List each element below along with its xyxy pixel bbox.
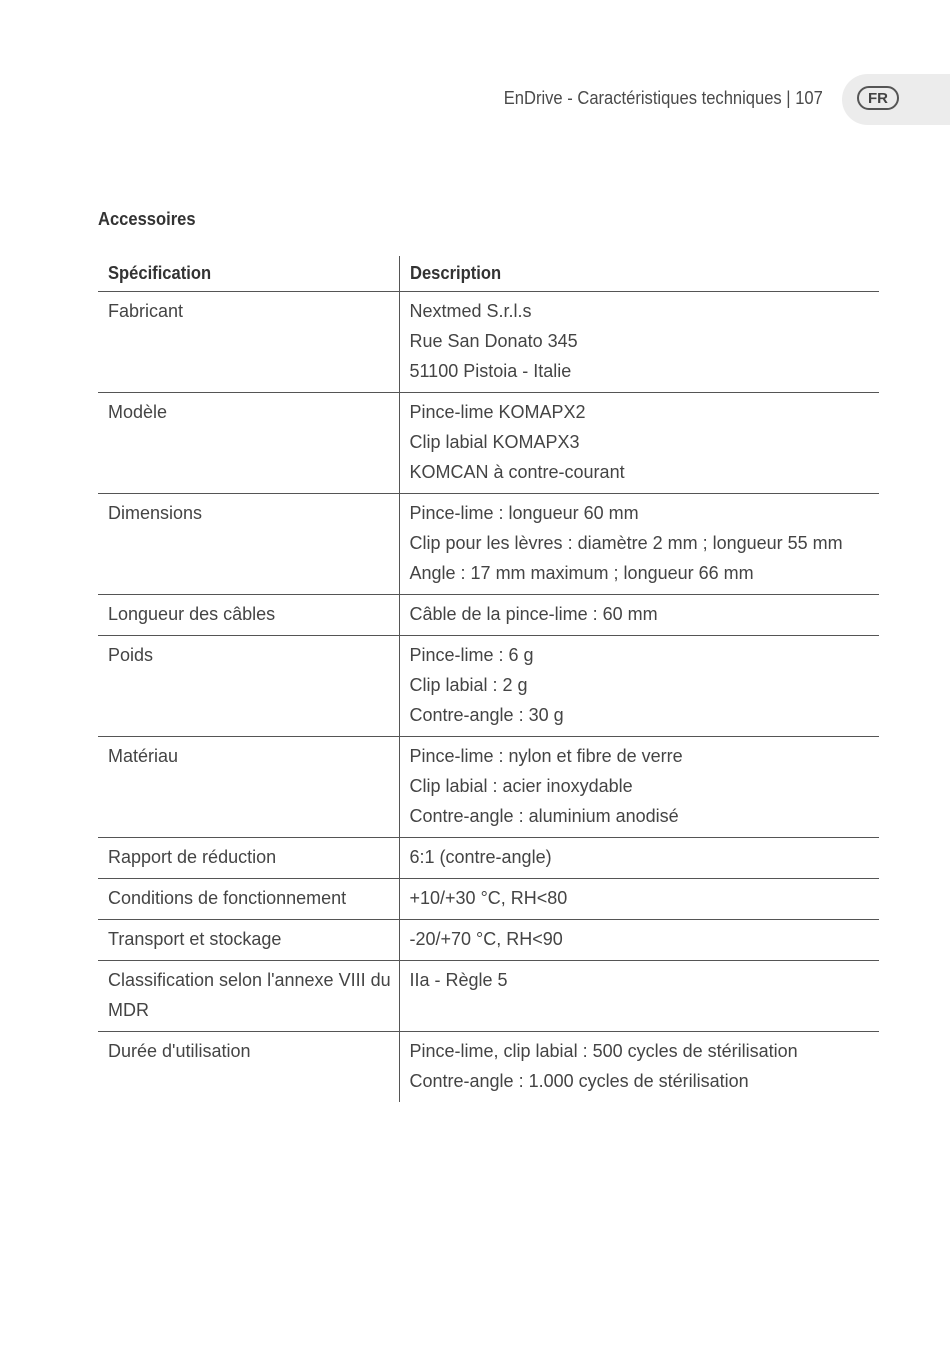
table-row bbox=[98, 920, 879, 961]
spec-cell: Modèle bbox=[98, 393, 399, 494]
description-cell bbox=[399, 879, 879, 920]
table-header-row bbox=[98, 256, 879, 292]
description-line: -20/+70 °C, RH<90 bbox=[409, 929, 563, 949]
spec-cell: Matériau bbox=[98, 737, 399, 838]
description-cell bbox=[399, 961, 879, 1032]
description-cell bbox=[399, 595, 879, 636]
spec-cell: Longueur des câbles bbox=[98, 595, 399, 636]
description-line: Angle : 17 mm maximum ; longueur 66 mm bbox=[409, 563, 754, 583]
spec-cell: Rapport de réduction bbox=[98, 838, 399, 879]
description-line: +10/+30 °C, RH<80 bbox=[409, 888, 568, 908]
table-row bbox=[98, 737, 879, 838]
description-cell bbox=[399, 292, 879, 393]
description-line: Pince-lime : longueur 60 mm bbox=[409, 503, 639, 523]
description-cell bbox=[399, 393, 879, 494]
description-cell bbox=[399, 636, 879, 737]
table-row bbox=[98, 292, 879, 393]
spec-cell: Transport et stockage bbox=[98, 920, 399, 961]
description-line: Contre-angle : 30 g bbox=[409, 705, 564, 725]
description-line: Clip labial : 2 g bbox=[409, 675, 528, 695]
running-header: EnDrive - Caractéristiques techniques | 107 bbox=[503, 88, 823, 108]
description-cell bbox=[399, 1032, 879, 1103]
table-row bbox=[98, 961, 879, 1032]
section-title: Accessoires bbox=[98, 209, 196, 229]
table-row bbox=[98, 393, 879, 494]
description-line: Câble de la pince-lime : 60 mm bbox=[409, 604, 658, 624]
table-row bbox=[98, 595, 879, 636]
description-line: Pince-lime : nylon et fibre de verre bbox=[409, 746, 683, 766]
description-cell bbox=[399, 838, 879, 879]
description-line: Clip labial : acier inoxydable bbox=[409, 776, 633, 796]
description-line: Nextmed S.r.l.s bbox=[409, 301, 532, 321]
spec-cell: Durée d'utilisation bbox=[98, 1032, 399, 1103]
description-cell bbox=[399, 494, 879, 595]
table-row bbox=[98, 494, 879, 595]
description-line: Pince-lime : 6 g bbox=[409, 645, 534, 665]
table-row bbox=[98, 838, 879, 879]
specifications-table bbox=[98, 256, 879, 1102]
language-badge: FR bbox=[857, 86, 899, 110]
column-header-specification: Spécification bbox=[98, 256, 399, 292]
description-line: Contre-angle : aluminium anodisé bbox=[409, 806, 679, 826]
description-line: Pince-lime KOMAPX2 bbox=[409, 402, 586, 422]
description-line: Contre-angle : 1.000 cycles de stérilisation bbox=[409, 1071, 749, 1091]
table-row bbox=[98, 636, 879, 737]
spec-cell: Poids bbox=[98, 636, 399, 737]
description-line: Rue San Donato 345 bbox=[409, 331, 578, 351]
description-line: 51100 Pistoia - Italie bbox=[409, 361, 572, 381]
description-line: IIa - Règle 5 bbox=[409, 970, 508, 990]
description-cell bbox=[399, 737, 879, 838]
spec-cell: Conditions de fonctionnement bbox=[98, 879, 399, 920]
description-cell bbox=[399, 920, 879, 961]
description-line: KOMCAN à contre-courant bbox=[409, 462, 625, 482]
language-tab bbox=[842, 74, 950, 125]
spec-cell: Classification selon l'annexe VIII du MDR bbox=[98, 961, 399, 1032]
description-line: Clip labial KOMAPX3 bbox=[409, 432, 580, 452]
spec-cell: Fabricant bbox=[98, 292, 399, 393]
column-header-description: Description bbox=[399, 256, 879, 292]
description-line: Clip pour les lèvres : diamètre 2 mm ; longueur 55 mm bbox=[409, 533, 843, 553]
table-row bbox=[98, 1032, 879, 1103]
description-line: 6:1 (contre-angle) bbox=[409, 847, 552, 867]
description-line: Pince-lime, clip labial : 500 cycles de stérilisation bbox=[409, 1041, 798, 1061]
table-row bbox=[98, 879, 879, 920]
spec-cell: Dimensions bbox=[98, 494, 399, 595]
